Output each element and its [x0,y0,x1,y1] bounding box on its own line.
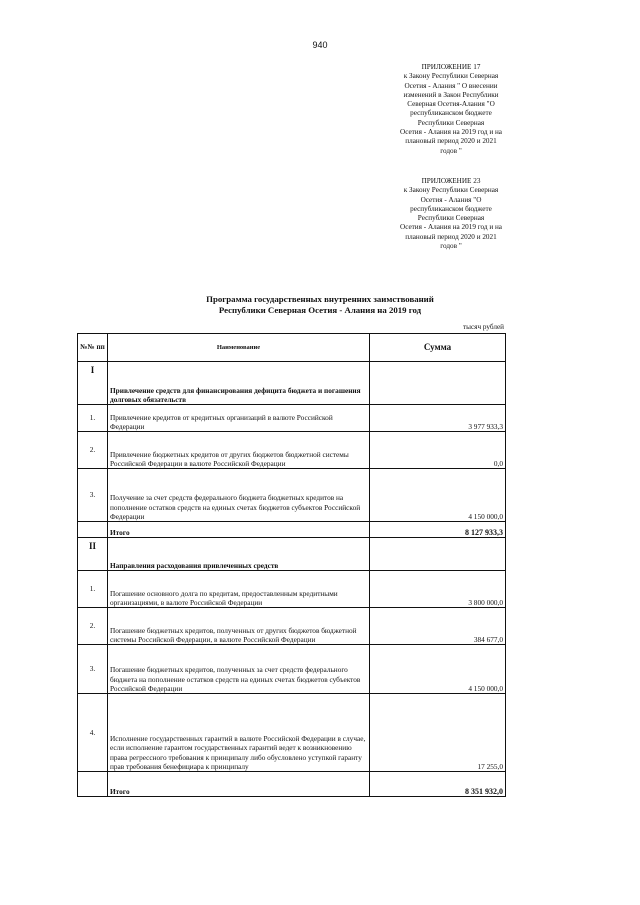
document-title-line1: Программа государственных внутренних заимствований [206,294,434,304]
header-name: Наименование [108,334,370,362]
section-2-number: II [78,538,108,571]
section-2-name: Направления расходования привлеченных средств [108,538,370,571]
appendix-23-title: ПРИЛОЖЕНИЕ 23 [421,177,481,185]
section-1-number: I [78,362,108,405]
row-number: 4. [78,694,108,772]
row-name: Привлечение бюджетных кредитов от других бюджетов бюджетной системы Российской Федерации в валюте Российской Федерации [108,432,370,469]
row-sum: 3 800 000,0 [370,571,506,608]
header-number: №№ пп [78,334,108,362]
row-number: 1. [78,405,108,432]
section-1-row [78,362,506,405]
table-row [78,432,506,469]
row-sum: 17 255,0 [370,694,506,772]
section-1-name: Привлечение средств для финансирования дефицита бюджета и погашения долговых обязательств [108,362,370,405]
row-sum: 4 150 000,0 [370,469,506,522]
table-row [78,694,506,772]
row-name: Привлечение кредитов от кредитных организаций в валюте Российской Федерации [108,405,370,432]
row-number: 3. [78,645,108,694]
row-sum: 384 677,0 [370,608,506,645]
appendix-17-note [366,63,536,156]
total-sum: 8 351 932,0 [370,772,506,797]
header-sum: Сумма [370,334,506,362]
table-row [78,469,506,522]
row-number: 2. [78,432,108,469]
table-row [78,405,506,432]
document-title-line2: Республики Северная Осетия - Алания на 2019 год [218,305,422,315]
appendix-23-note [366,177,536,251]
row-sum: 0,0 [370,432,506,469]
total-label: Итого [108,522,370,538]
row-name: Получение за счет средств федерального бюджета бюджетных кредитов на пополнение остатков средств на единых счетах бюджетов субъектов Российской Федерации [108,469,370,522]
appendix-17-body: к Закону Республики Северная Осетия - Алания " О внесении изменений в Закон Республики Северная Осетия-Алания "О республиканском бюджете Республики Северная Осетия - Алания на 2019 год и на плановый период 2020 и 2021 годов " [400,72,502,155]
row-sum: 4 150 000,0 [370,645,506,694]
section-1-total-row [78,522,506,538]
row-number: 3. [78,469,108,522]
units-label: тысяч рублей [463,323,504,331]
total-label: Итого [108,772,370,797]
row-name: Погашение бюджетных кредитов, полученных от других бюджетов бюджетной системы Российской Федерации, в валюте Российской Федерации [108,608,370,645]
table-row [78,608,506,645]
document-title [0,294,640,316]
row-number: 2. [78,608,108,645]
section-2-row [78,538,506,571]
row-name: Погашение бюджетных кредитов, полученных за счет средств федерального бюджета на пополнение остатков средств на единых счетах бюджетов субъектов Российской Федерации [108,645,370,694]
appendix-17-title: ПРИЛОЖЕНИЕ 17 [421,63,481,71]
table-header-row [78,334,506,362]
borrowing-program-table [77,333,506,797]
row-number: 1. [78,571,108,608]
table-row [78,571,506,608]
row-name: Исполнение государственных гарантий в валюте Российской Федерации в случае, если исполнение гарантом государственных гарантий ведет к возникновению права регрессного требования к принципалу либо обусловлено уступкой гаранту прав требования бенефициара к принципалу [108,694,370,772]
section-2-total-row [78,772,506,797]
row-sum: 3 977 933,3 [370,405,506,432]
table-row [78,645,506,694]
row-name: Погашение основного долга по кредитам, предоставленным кредитными организациями, в валюте Российской Федерации [108,571,370,608]
page-number: 940 [312,40,328,50]
total-sum: 8 127 933,3 [370,522,506,538]
appendix-23-body: к Закону Республики Северная Осетия - Алания "О республиканском бюджете Республики Северная Осетия - Алания на 2019 год и на плановый период 2020 и 2021 годов " [400,186,502,251]
